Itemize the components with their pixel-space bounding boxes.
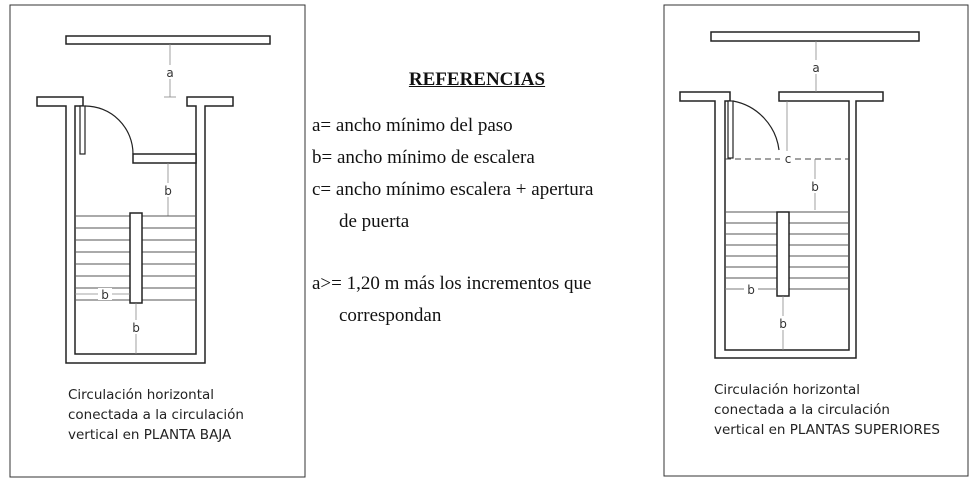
top-wall: [66, 36, 270, 44]
ref-c-line-2: de puerta: [339, 211, 410, 232]
top-wall: [711, 32, 919, 41]
right-caption-line-3: vertical en PLANTAS SUPERIORES: [714, 422, 940, 438]
ref-note-line-1: a>= 1,20 m más los incrementos que: [312, 273, 592, 294]
right-caption-line-2: conectada a la circulación: [714, 402, 890, 418]
ref-note-line-2: correspondan: [339, 305, 442, 326]
dim-b-lower-label: b: [779, 317, 787, 331]
ref-c-line-1: c= ancho mínimo escalera + apertura: [312, 179, 594, 200]
right-caption-line-1: Circulación horizontal: [714, 382, 861, 398]
dim-c-label: c: [784, 152, 792, 166]
left-caption: [68, 385, 244, 445]
door-swing-arc: [85, 106, 133, 154]
dim-b-upper-label: b: [164, 184, 172, 198]
dim-b-lower-label: b: [132, 321, 140, 335]
landing-wall: [133, 154, 196, 163]
dim-b-step-label: b: [101, 288, 109, 302]
dim-b-upper-label: b: [811, 180, 819, 194]
right-diagram-panel: [655, 0, 975, 481]
left-caption-line-3: vertical en PLANTA BAJA: [68, 427, 232, 443]
references-title: REFERENCIAS: [408, 69, 546, 90]
stair-center-wall: [130, 213, 142, 303]
dim-a-label: a: [166, 66, 174, 80]
right-caption: [714, 380, 940, 440]
left-caption-line-2: conectada a la circulación: [68, 407, 244, 423]
stair-center-wall: [777, 212, 789, 296]
left-caption-line-1: Circulación horizontal: [68, 387, 215, 403]
door-leaf: [728, 101, 733, 158]
ref-a: a= ancho mínimo del paso: [312, 115, 513, 136]
door-leaf: [80, 106, 85, 154]
dim-a-label: a: [812, 61, 820, 75]
references-block: [312, 64, 662, 332]
left-diagram-panel: [0, 0, 320, 481]
dim-b-step-label: b: [747, 283, 755, 297]
ref-b: b= ancho mínimo de escalera: [312, 147, 535, 168]
door-swing-arc: [733, 101, 779, 150]
